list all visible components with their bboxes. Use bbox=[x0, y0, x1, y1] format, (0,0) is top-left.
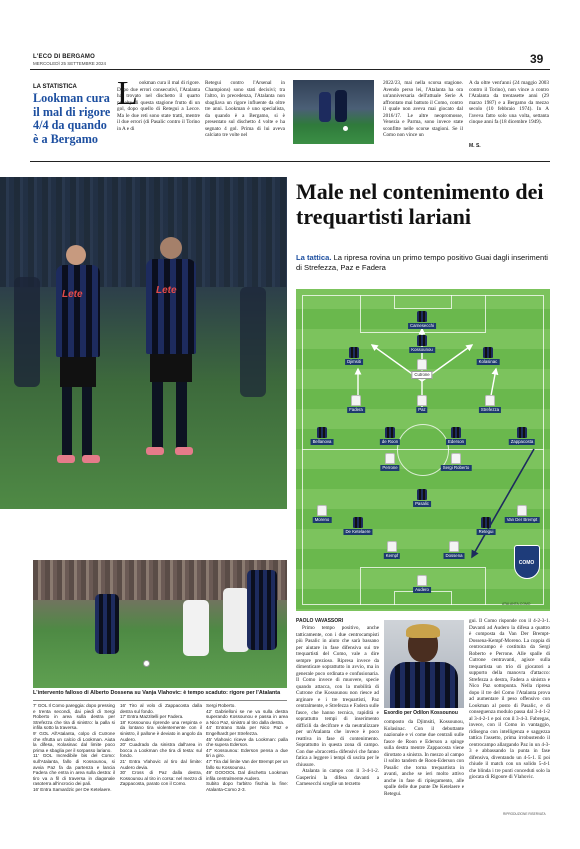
caption-rule bbox=[33, 700, 287, 701]
log-entry: 45' Vlahovic riceve da Lookman: palla che supera Ederson. bbox=[206, 736, 288, 748]
player-marker-de-ketelaere bbox=[353, 517, 363, 528]
ball-icon bbox=[143, 660, 150, 667]
action-photo bbox=[33, 560, 287, 688]
como-crest-text: COMO bbox=[518, 560, 535, 566]
log-entry: Subito dopo l'arbitro fischia la fine: Atalanta-Como 2-3. bbox=[206, 781, 288, 792]
top-story-col3: 2022/23, mai nella scorsa stagione. Avendo perso lei, l'Atalanta ha ora un'anniversaria dell'attuale Serie A affrontato mai battuto il Como, contro il quale non aveva mai giocato dal 2016/17. Le altre neopromosse, Venezia e Parma, sono invece state sconfitte nelle scorse stagioni. Se il Como non vince un bbox=[383, 80, 463, 138]
boot-icon bbox=[82, 455, 100, 463]
top-story-col2: Retegui contro l'Arsenal in Champions) sono stati decisivi; tra l'altro, in precedenza, l'Atalanta non sbagliava un rigore influente da oltre tre anni. Lookman è uno specialista, da quando è a Bergamo, si è presentato sul dischetto 4 volte e ha segnato 4 gol. Prima di lui aveva calciato tre volte nel bbox=[205, 80, 285, 138]
formation-pitch bbox=[296, 289, 550, 611]
player-marker-moreno bbox=[317, 505, 327, 516]
player-figure bbox=[95, 594, 119, 654]
article-byline: PAOLO VAVASSORI bbox=[296, 618, 344, 624]
player-label: Ederson bbox=[447, 439, 465, 444]
subhead bbox=[296, 253, 554, 273]
player-figure bbox=[62, 387, 72, 459]
player-figure bbox=[146, 259, 196, 354]
player-figure bbox=[152, 382, 163, 450]
action-photo-caption: L'intervento falloso di Alberto Dossena su Vanja Vlahovic: è tempo scaduto: rigore per l'Atalanta bbox=[33, 690, 281, 696]
log-entry: 16' Tiro al volo di Zappacosta dalla destra sul fondo. bbox=[120, 703, 202, 714]
player-label: Audero bbox=[415, 587, 429, 592]
player-marker-dossena bbox=[449, 541, 459, 552]
log-entry: 44' Entrano Sala per Nico Paz e Engelhardt per Strefezza. bbox=[206, 725, 288, 736]
copyright-notice: RIPRODUZIONE RISERVATA bbox=[503, 812, 546, 816]
como-crest-icon bbox=[514, 545, 540, 579]
player-marker-carnesecchi bbox=[417, 311, 427, 322]
log-entry: 49' GOOOOL Dal dischetto Lookman infila centralmente Audero. bbox=[206, 770, 288, 781]
log-entry: 30' Cross di Paz dalla destra, Kossounou al tiro in corsa: nel mezzo di Zappacosta, parato con il Como. bbox=[120, 770, 202, 787]
player-figure bbox=[82, 387, 92, 459]
player-label: Zappacosta bbox=[510, 439, 534, 444]
log-entry: 9' GOL All'Atalanta, colpo di Cutrone che sfrutta un calcio di Lookman. Aiuta la difesa, Kolasinac dal limite poco prima e sbaglia per il sorpasso lariano. bbox=[33, 730, 115, 753]
boot-icon bbox=[57, 455, 75, 463]
log-entry: 17' Entra Mazzitelli per Fadera. bbox=[120, 714, 184, 720]
player-label: Kossounou bbox=[411, 347, 433, 352]
arrow bbox=[472, 449, 534, 557]
player-marker-zappacosta bbox=[517, 427, 527, 438]
drop-cap: L bbox=[117, 75, 138, 112]
player-figure bbox=[183, 600, 209, 656]
issue-date: MERCOLEDÌ 25 SETTEMBRE 2024 bbox=[33, 61, 107, 66]
boot-icon bbox=[146, 447, 164, 455]
player-figure bbox=[240, 287, 266, 397]
top-story-title: Lookman cura il mal di rigore 4/4 da quando è a Bergamo bbox=[33, 91, 111, 146]
log-entry: Sergi Roberto. bbox=[206, 703, 236, 708]
live-log-col3 bbox=[206, 703, 288, 793]
top-story-photo bbox=[293, 80, 374, 144]
player-label: Van Der Brempt bbox=[506, 517, 538, 522]
player-label: Dossena bbox=[445, 553, 463, 558]
log-entry: 20' Cuadrado da sinistra dall'area in bocca a Lookman che tira di testa: sul fondo. bbox=[120, 742, 202, 759]
player-label: Cutrone bbox=[411, 371, 432, 379]
top-story-col4: A da oltre vent'anni (24 maggio 2003 contro il Torino), non vince a contro l'Atalanta da trentasette anni (29 marzo 1987) e a Bergamo da mezzo secolo (10 febbraio 1974). In A l'aveva fatto solo una volta, settanta cinque anni fa (18 dicembre 1949). bbox=[469, 80, 549, 125]
log-entry: 16' Entra Samardzic per De Ketelaere. bbox=[33, 786, 112, 792]
player-figure bbox=[176, 382, 187, 450]
header-rule bbox=[30, 69, 550, 70]
player-figure bbox=[390, 662, 458, 708]
log-entry: 7' GOL Il Como pareggia: dopo pressing e trenta secondi, dai piedi di Sergi Roberto in area sulla destra per Strefezza che tira di sinistro: la palla si infila sotto la traversa. bbox=[33, 703, 115, 731]
portrait-photo bbox=[384, 620, 464, 708]
subhead-label: La tattica. bbox=[296, 253, 332, 262]
player-marker-sergi-roberto bbox=[451, 453, 461, 464]
article-col1 bbox=[296, 625, 379, 788]
player-marker-retegui bbox=[481, 517, 491, 528]
sponsor-text: Lete bbox=[156, 285, 177, 296]
article-paragraph: Atalanta in campo con il 3-4-1-2. Gasperini la difesa davanti a Carnesecchi sceglie un terzetto bbox=[296, 768, 379, 787]
player-marker-de-roon bbox=[385, 427, 395, 438]
player-marker-strefezza bbox=[485, 395, 495, 406]
log-entry: 47' Tira dal limite Van der Brempt per un fallo su Kossounou. bbox=[206, 758, 288, 770]
portrait-caption: Esordio per Odilon Kossounou bbox=[384, 710, 458, 716]
player-figure bbox=[60, 357, 96, 387]
player-label: Kolasinac bbox=[478, 359, 498, 364]
player-marker-cutrone bbox=[417, 359, 427, 370]
log-entry: 18' Kossounou riprende una respinta e da lontano tira violentemente con il sinistro, il pallone è deviato in angolo da Audero. bbox=[120, 719, 202, 742]
player-marker-pasalic bbox=[417, 489, 427, 500]
player-figure bbox=[150, 354, 192, 382]
player-figure bbox=[14, 277, 40, 387]
player-marker-van-der-brempt bbox=[517, 505, 527, 516]
player-figure bbox=[160, 237, 182, 259]
player-label: Fadera bbox=[349, 407, 363, 412]
live-log-col2 bbox=[120, 703, 202, 787]
player-marker-kolasinac bbox=[483, 347, 493, 358]
player-label: Sergi Roberto bbox=[442, 465, 470, 470]
live-log-col1 bbox=[33, 703, 115, 793]
log-entry: 47' Kossounou: Ederson pensa a due tiri a giro. bbox=[206, 747, 288, 759]
player-marker-perrone bbox=[385, 453, 395, 464]
log-entry: 21' Entra Vlahovic al tiro dal limite: Audero devia. bbox=[120, 758, 202, 770]
player-figure bbox=[56, 265, 100, 357]
article-paragraph: Primo tempo positivo, anche tatticamente, con i due centrocampisti più Pasalic in aiuto che sarà bassano per aiutare in fase difensiva sui tre trequartisti del Como, vale a dire sempre prezioso. Ripresa invece da dimenticare soprattutto in avvio, ma in generale poco ordinata e confusionaria. Il Como invece di muovere, specie quando attacca, con la mobilità di Cutrone che Kossounou non riesce ad arginare e i tre trequartisti, Paz centralmente, e Strefezza e Fadera sulle fasce, che hanno tecnica, rapidità e soprattutto tempi di inserimento difficili da decifrare e da neutralizzare per un'Atalanta che invece è poco reattiva in fase di contenimento. Soprattutto in questa zona di campo. Con due «braccetti» difensivi che fanno fatica a leggere i tempi di uscita per le chiusure. bbox=[296, 625, 379, 768]
player-label: Paz bbox=[418, 407, 426, 412]
player-marker-bellanova bbox=[317, 427, 327, 438]
player-marker-kossounou bbox=[417, 335, 427, 346]
player-marker-djimsiti bbox=[349, 347, 359, 358]
player-label: Bellanova bbox=[312, 439, 332, 444]
player-label: Strefezza bbox=[480, 407, 500, 412]
graphic-credit: ATALANTA-COMO bbox=[502, 602, 531, 606]
player-label: Kempf bbox=[385, 553, 399, 558]
player-label: De Ketelaere bbox=[345, 529, 371, 534]
player-label: de Roon bbox=[381, 439, 399, 444]
boot-icon bbox=[175, 447, 193, 455]
player-label: Carnesecchi bbox=[410, 323, 434, 328]
player-figure bbox=[247, 570, 277, 650]
sponsor-text: Lete bbox=[62, 289, 83, 300]
log-entry: 11' GOL Incredibile bis del Como: sull'Atalanta, fallo di Kossounou, si avvia Paz fa da partenza e lancia Fadera che entra in area sulla destra: il tiro va a fil di traversa in diagonale rasoterra all'incrocio dei pali. bbox=[33, 753, 115, 787]
player-label: Retegui bbox=[478, 529, 494, 534]
player-marker-kempf bbox=[387, 541, 397, 552]
player-figure bbox=[66, 245, 86, 265]
player-figure bbox=[335, 90, 347, 122]
log-entry: 42' Gabrielloni se ne va sulla destra superando Kossounou e passa in area a Nico Paz, sinistro al tiro dalla destra. bbox=[206, 708, 288, 725]
newspaper-name: L'ECO DI BERGAMO bbox=[33, 54, 95, 60]
top-story-col1: ookman cura il mal di rigore. Dopo due errori consecutivi, l'Atalanta ha trovato nel dischetto il quarto penalty di questa stagione frutto di un gol, dopo quello di Retegui a Lecce. Ma le due reti sono state tratti, mentre il due errori (di Pasalic contro il Torino in A e di bbox=[117, 80, 200, 132]
top-story-byline: M. S. bbox=[469, 143, 481, 149]
article-col2: composto da Djimsiti, Kossounou, Kolasinac. Con il debuttante nazionale e vi come due centrali sulle fasce de Roon e Ederson a spinge sulla destra mentre Zappacosta viene dirottato a sinistra. In mezzo al campo il solito tandem de Roon-Ederson con Pasalic che torna trequartista in avanti, anche se ieri molto attivo anche in fase di ripiegamento, alle spalle delle due punte De Ketelaere e Retegui. bbox=[384, 719, 464, 797]
player-marker-paz bbox=[417, 395, 427, 406]
main-headline: Male nel contenimento dei trequartisti lariani bbox=[296, 179, 544, 229]
player-label: Moreno bbox=[314, 517, 330, 522]
main-photo bbox=[0, 177, 287, 509]
page-number: 39 bbox=[530, 52, 544, 66]
player-figure bbox=[223, 588, 249, 652]
hair bbox=[406, 624, 440, 638]
ball-icon bbox=[343, 126, 348, 131]
player-label: Djimsiti bbox=[347, 359, 361, 364]
subhead-text: La ripresa rovina un primo tempo positivo Guai dagli inserimenti di Strefezza, Paz e Fadera bbox=[296, 253, 548, 272]
player-figure bbox=[319, 92, 331, 122]
player-label: Perrone bbox=[382, 465, 398, 470]
player-label: Pasalic bbox=[415, 501, 429, 506]
article-col3: gui. Il Como risponde con il 4-2-3-1. Davanti ad Audero la difesa a quattro è composta da Van Der Brempt-Dossena-Kempf-Moreno. La coppia di centrocampo è costituita da Sergi Roberto e Perrone. Alle spalle di Cutrone centravanti, agisce sulla trequartista un trio di giocatori a supporto della manovra d'attacco: Strefezza a destra, Fadera a sinistra e Nico Paz sottopunta. Nella ripresa dopo il tre del Como l'Atalanta prova ad aumentare il peso offensivo con Lookman al posto di Pasalic, e di conseguenza modulo passa dal 3-4-1-2 al 3-4-2-1 e poi con il 3-4-3. Fabregas, invece, con il Como in vantaggio, ridisegna con intelligenza e saggezza tattica l'assetto, prima irrobustendo il centrocampo allargando Paz in un 4-3-3 e abbassando la punta in fase difensiva, diventando un 4-5-1. E poi chiude il match con un solido 5-4-1 che blinda i tre punti conceduti solo la giocata di Rigoore di Vlahovic. bbox=[469, 618, 550, 780]
crowd-band bbox=[0, 177, 287, 287]
section-rule bbox=[30, 161, 550, 162]
player-marker-audero bbox=[417, 575, 427, 586]
player-marker-fadera bbox=[351, 395, 361, 406]
player-marker-ederson bbox=[451, 427, 461, 438]
top-story-kicker: LA STATISTICA bbox=[33, 84, 77, 90]
